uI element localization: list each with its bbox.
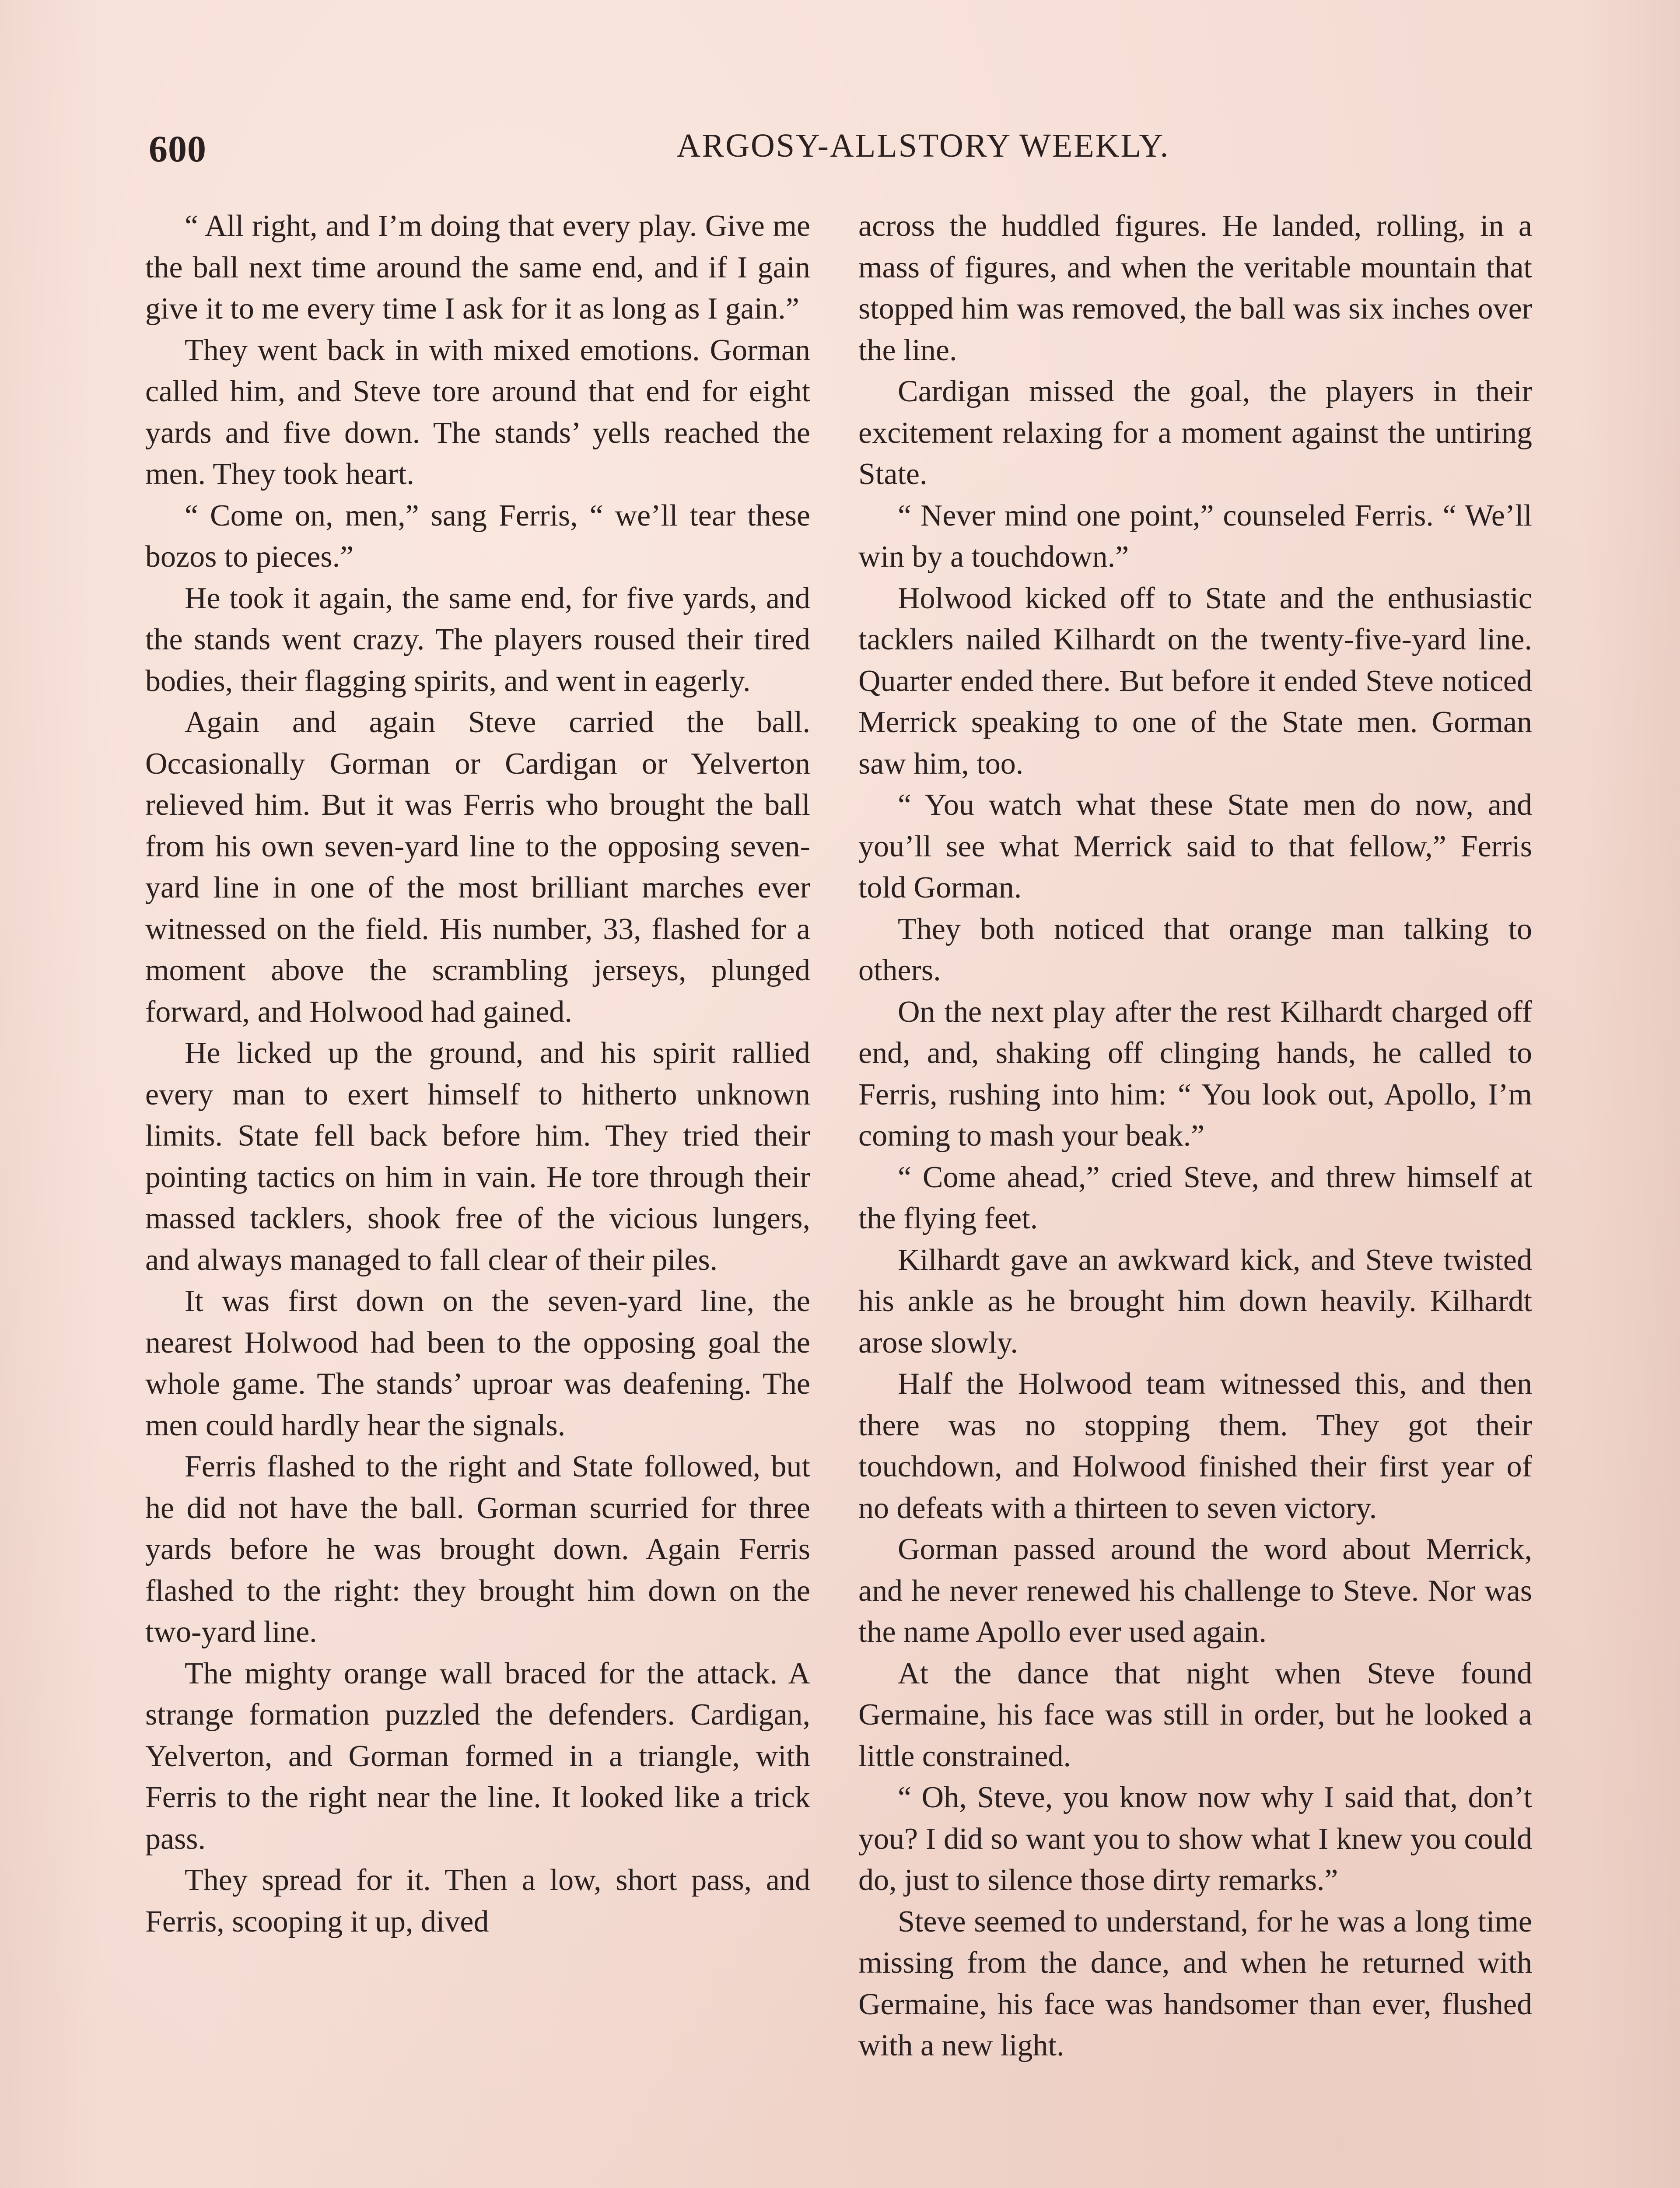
- paragraph: Ferris flashed to the right and State followed, but he did not have the ball. Gorman scurried for three yards before he was brought down. Again Ferris flashed to the right: they brought him down on the two-yard line.: [145, 1450, 810, 1649]
- left-column: [145, 206, 810, 1943]
- paragraph: At the dance that night when Steve found Germaine, his face was still in order, but he looked a little constrained.: [858, 1656, 1532, 1773]
- paragraph: “ All right, and I’m doing that every play. Give me the ball next time around the same end, and if I gain give it to me every time I ask for it as long as I gain.”: [145, 209, 810, 326]
- paragraph: He licked up the ground, and his spirit rallied every man to exert himself to hitherto unknown limits. State fell back before him. They tried their pointing tactics on him in vain. He tore through their massed tacklers, shook free of the vicious lungers, and always managed to fall clear of their piles.: [145, 1036, 810, 1277]
- paragraph: He took it again, the same end, for five yards, and the stands went crazy. The players roused their tired bodies, their flagging spirits, and went in eagerly.: [145, 581, 810, 698]
- page-number: 600: [149, 128, 206, 170]
- paragraph: “ Oh, Steve, you know now why I said that, don’t you? I did so want you to show what I knew you could do, just to silence those dirty remarks.”: [858, 1781, 1532, 1897]
- paragraph: On the next play after the rest Kilhardt charged off end, and, shaking off clinging hands, he called to Ferris, rushing into him: “ You look out, Apollo, I’m coming to mash your beak.”: [858, 995, 1532, 1153]
- paragraph: “ Never mind one point,” counseled Ferris. “ We’ll win by a touchdown.”: [858, 498, 1532, 574]
- paragraph: The mighty orange wall braced for the attack. A strange formation puzzled the defenders. Cardigan, Yelverton, and Gorman formed in a triangle, with Ferris to the right near the line. It looked like a trick pass.: [145, 1656, 810, 1856]
- paragraph: Steve seemed to understand, for he was a long time missing from the dance, and when he returned with Germaine, his face was handsomer than ever, flushed with a new light.: [858, 1904, 1532, 2062]
- running-title: ARGOSY-ALLSTORY WEEKLY.: [676, 127, 1170, 164]
- paragraph: “ Come on, men,” sang Ferris, “ we’ll tear these bozos to pieces.”: [145, 498, 810, 574]
- paragraph: They spread for it. Then a low, short pass, and Ferris, scooping it up, dived: [145, 1863, 810, 1939]
- paragraph: It was first down on the seven-yard line, the nearest Holwood had been to the opposing goal the whole game. The stands’ uproar was deafening. The men could hardly hear the signals.: [145, 1284, 810, 1442]
- paragraph: “ You watch what these State men do now, and you’ll see what Merrick said to that fellow,” Ferris told Gorman.: [858, 788, 1532, 905]
- paragraph: Holwood kicked off to State and the enthusiastic tacklers nailed Kilhardt on the twenty-five-yard line. Quarter ended there. But before it ended Steve noticed Merrick speaking to one of the State men. Gorman saw him, too.: [858, 581, 1532, 781]
- page-header: [149, 127, 1558, 175]
- paragraph: Kilhardt gave an awkward kick, and Steve twisted his ankle as he brought him down heavily. Kilhardt arose slowly.: [858, 1243, 1532, 1360]
- paragraph: Cardigan missed the goal, the players in their excitement relaxing for a moment against the untiring State.: [858, 375, 1532, 491]
- right-column: [858, 206, 1532, 2067]
- paragraph: They went back in with mixed emotions. Gorman called him, and Steve tore around that end for eight yards and five down. The stands’ yells reached the men. They took heart.: [145, 333, 810, 491]
- paragraph: “ Come ahead,” cried Steve, and threw himself at the flying feet.: [858, 1160, 1532, 1235]
- paragraph: across the huddled figures. He landed, rolling, in a mass of figures, and when the veritable mountain that stopped him was removed, the ball was six inches over the line.: [858, 209, 1532, 367]
- paragraph: Again and again Steve carried the ball. Occasionally Gorman or Cardigan or Yelverton relieved him. But it was Ferris who brought the ball from his own seven-yard line to the opposing seven-yard line in one of the most brilliant marches ever witnessed on the field. His number, 33, flashed for a moment above the scrambling jerseys, plunged forward, and Holwood had gained.: [145, 705, 810, 1029]
- paragraph: Gorman passed around the word about Merrick, and he never renewed his challenge to Steve. Nor was the name Apollo ever used again.: [858, 1532, 1532, 1649]
- paragraph: They both noticed that orange man talking to others.: [858, 912, 1532, 987]
- paragraph: Half the Holwood team witnessed this, and then there was no stopping them. They got their touchdown, and Holwood finished their first year of no defeats with a thirteen to seven victory.: [858, 1367, 1532, 1525]
